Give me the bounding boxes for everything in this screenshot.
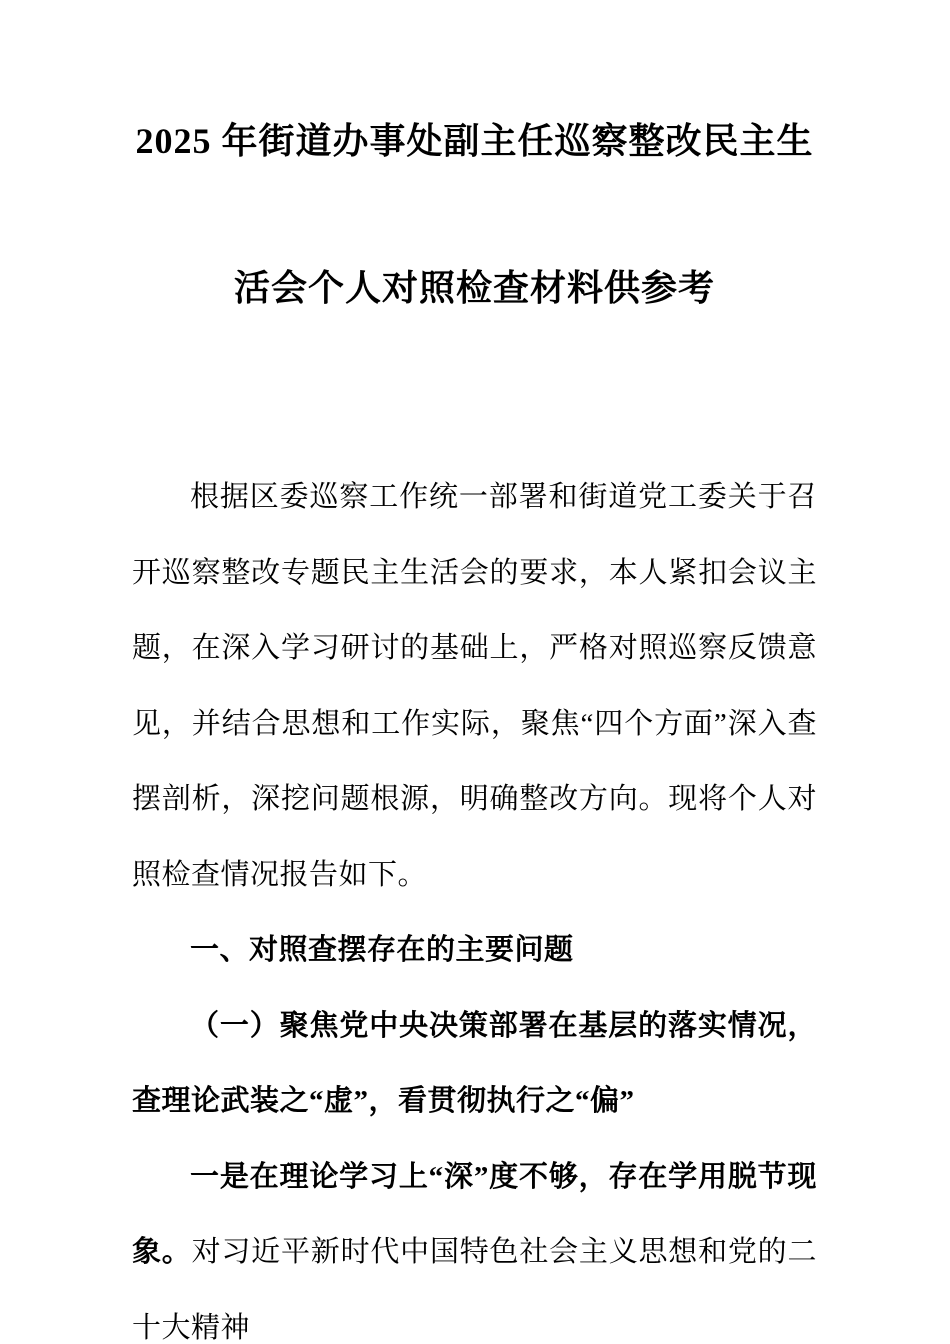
document-body [132,460,817,1344]
item-lead-sentence: 一是在理论学习上“深”度不够，存在学用脱节现象。 [132,1160,817,1268]
item-continuation-text: 对习近平新时代中国特色社会主义思想和党的二十大精神 [132,1236,817,1344]
document-title-line-2: 活会个人对照检查材料供参考 [233,268,715,308]
subsection-heading-central-policy: （一）聚焦党中央决策部署在基层的落实情况，查理论武装之“虚”，看贯彻执行之“偏” [132,1009,817,1117]
document-title [132,68,817,362]
item-paragraph-theory-study [132,1140,817,1344]
intro-paragraph: 根据区委巡察工作统一部署和街道党工委关于召开巡察整改专题民主生活会的要求，本人紧扣会议主题，在深入学习研讨的基础上，严格对照巡察反馈意见，并结合思想和工作实际，聚焦“四个方面”深入查摆剖析，深挖问题根源，明确整改方向。现将个人对照检查情况报告如下。 [132,481,817,891]
section-heading-main-problems: 一、对照查摆存在的主要问题 [190,934,574,966]
document-title-line-1: 2025 年街道办事处副主任巡察整改民主生 [135,121,814,161]
